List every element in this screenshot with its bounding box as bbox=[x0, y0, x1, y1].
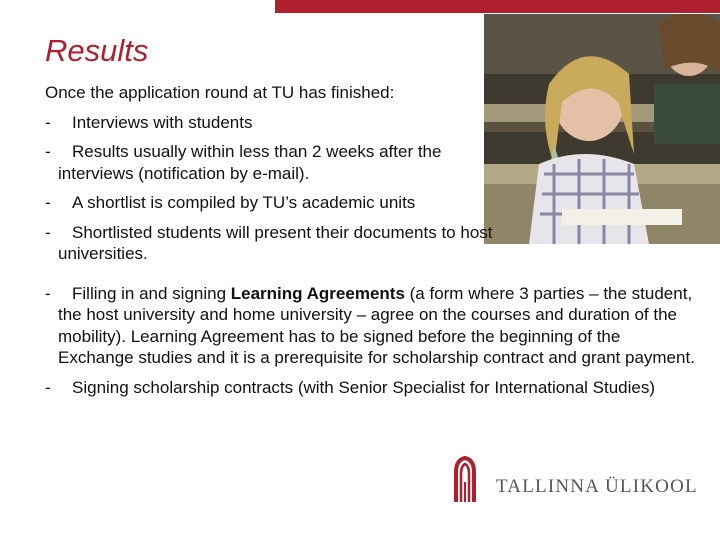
bullet-scholarship-contracts bbox=[45, 377, 703, 399]
bullet-text: A shortlist is compiled by TU’s academic units bbox=[72, 193, 416, 212]
bullet-interviews bbox=[45, 112, 695, 134]
bullet-results bbox=[45, 141, 488, 184]
logo-wordmark: TALLINNA ÜLIKOOL bbox=[496, 476, 698, 497]
bullet-text-after: (a form where 3 parties – the student, the host university and home university – agree on the courses and duration of the mobility). Learning Agreement has to be signed before the beginning of the Exchange studies and it is a prerequisite for scholarship contract and grant payment. bbox=[58, 283, 695, 367]
tallinn-university-mark-icon bbox=[450, 456, 480, 504]
bullet-dash: - bbox=[45, 142, 51, 161]
slide-body bbox=[45, 82, 695, 406]
bullet-dash: - bbox=[45, 222, 51, 242]
bullet-dash: - bbox=[45, 193, 51, 212]
bullet-learning-agreements bbox=[45, 283, 698, 369]
slide-title: Results bbox=[45, 33, 149, 68]
bullet-text: Results usually within less than 2 weeks after the interviews (notification by e-mail). bbox=[58, 142, 442, 183]
bullet-text: Signing scholarship contracts (with Senior Specialist for International Studies) bbox=[72, 377, 656, 397]
bullet-text: Shortlisted students will present their documents to host universities. bbox=[58, 222, 493, 263]
bullet-dash: - bbox=[45, 112, 51, 132]
intro-text: Once the application round at TU has finished: bbox=[45, 83, 395, 102]
top-accent-bar bbox=[275, 0, 720, 13]
bullet-text-before: Filling in and signing bbox=[72, 283, 231, 303]
bullet-text: Interviews with students bbox=[72, 112, 253, 132]
bullet-dash: - bbox=[45, 377, 51, 397]
bullet-shortlisted-students bbox=[45, 222, 498, 265]
bullet-shortlist bbox=[45, 192, 695, 214]
university-logo bbox=[450, 456, 700, 504]
bullet-dash: - bbox=[45, 283, 51, 303]
bullet-text-bold: Learning Agreements bbox=[230, 283, 405, 303]
